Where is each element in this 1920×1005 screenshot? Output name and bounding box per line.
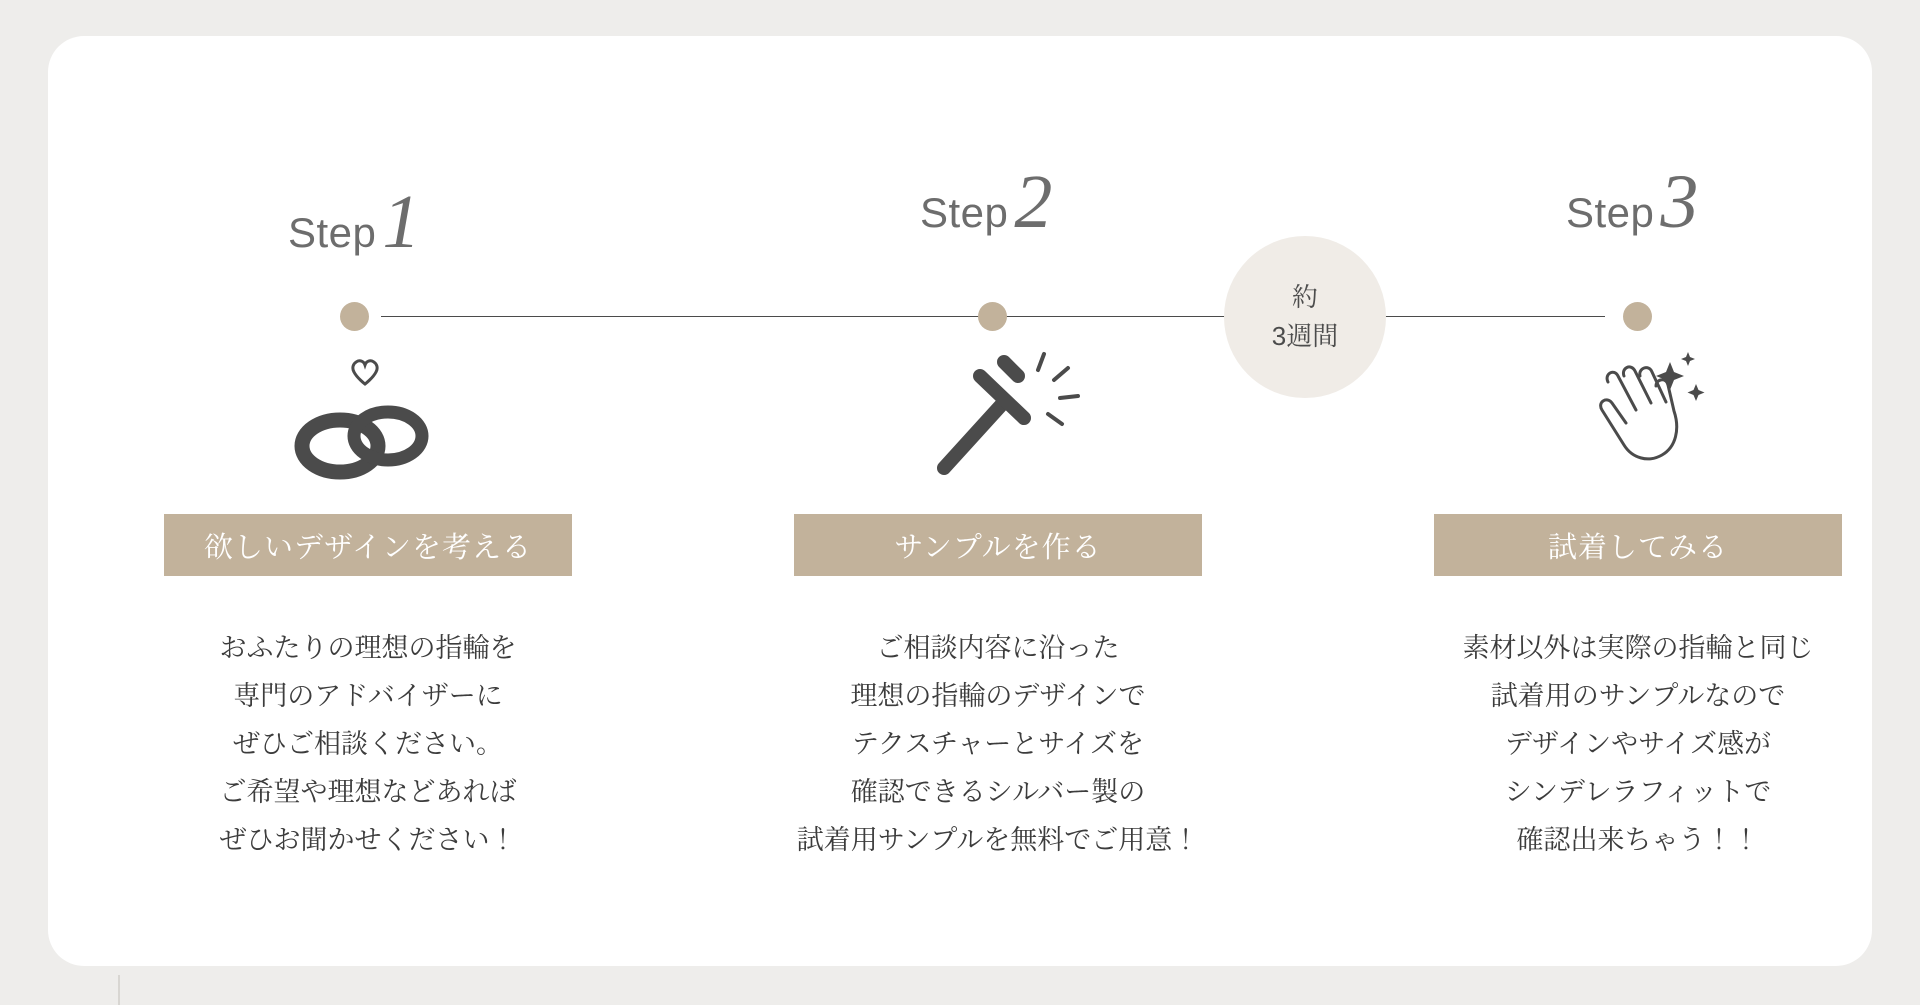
- timeline-dot-step-3: [1623, 302, 1652, 331]
- process-steps-card: [48, 36, 1872, 966]
- step-word-1: Step: [288, 209, 377, 256]
- timeline-dot-step-1: [340, 302, 369, 331]
- step-column-1: [108, 336, 628, 864]
- desc-line: ぜひお聞かせください！: [219, 825, 517, 856]
- step-column-2: [738, 336, 1258, 864]
- desc-line: 試着用サンプルを無料でご用意！: [796, 825, 1200, 856]
- step-description-1: [220, 624, 517, 864]
- desc-line: ご希望や理想などあれば: [219, 777, 517, 808]
- desc-line: おふたりの理想の指輪を: [219, 633, 517, 663]
- desc-line: デザインやサイズ感が: [1505, 729, 1771, 760]
- desc-line: 理想の指輪のデザインで: [850, 681, 1146, 712]
- hammer-icon: [898, 336, 1098, 496]
- page-divider: [118, 975, 120, 1005]
- desc-line: ぜひご相談ください。: [233, 729, 503, 760]
- desc-line: 試着用のサンプルなので: [1490, 681, 1786, 712]
- sparkling-hand-icon: [1538, 336, 1738, 496]
- step-word-3: Step: [1566, 189, 1655, 236]
- step-label-3: [1566, 160, 1699, 244]
- step-number-1: 1: [382, 180, 421, 264]
- step-number-2: 2: [1014, 160, 1053, 244]
- wedding-rings-heart-icon: [268, 336, 468, 496]
- step-label-2: [920, 160, 1053, 244]
- step-label-1: [288, 180, 421, 264]
- desc-line: 確認出来ちゃう！！: [1516, 825, 1760, 856]
- desc-line: ご相談内容に沿った: [876, 633, 1120, 663]
- step-title-2: サンプルを作る: [794, 514, 1202, 576]
- desc-line: 素材以外は実際の指輪と同じ: [1462, 633, 1814, 663]
- duration-value: 3週間: [1271, 321, 1339, 351]
- duration-prefix: 約: [1291, 282, 1318, 312]
- step-word-2: Step: [920, 189, 1009, 236]
- desc-line: シンデレラフィットで: [1504, 777, 1772, 808]
- step-title-1: 欲しいデザインを考える: [164, 514, 572, 576]
- step-column-3: [1378, 336, 1898, 864]
- step-description-2: [797, 624, 1200, 864]
- step-title-3: 試着してみる: [1434, 514, 1842, 576]
- desc-line: テクスチャーとサイズを: [851, 729, 1145, 760]
- desc-line: 確認できるシルバー製の: [850, 777, 1146, 808]
- timeline-dot-step-2: [978, 302, 1007, 331]
- timeline-track-2-3: [993, 316, 1605, 317]
- timeline-track-1-2: [381, 316, 993, 317]
- step-number-3: 3: [1660, 160, 1699, 244]
- desc-line: 専門のアドバイザーに: [233, 681, 503, 712]
- step-description-3: [1463, 624, 1814, 864]
